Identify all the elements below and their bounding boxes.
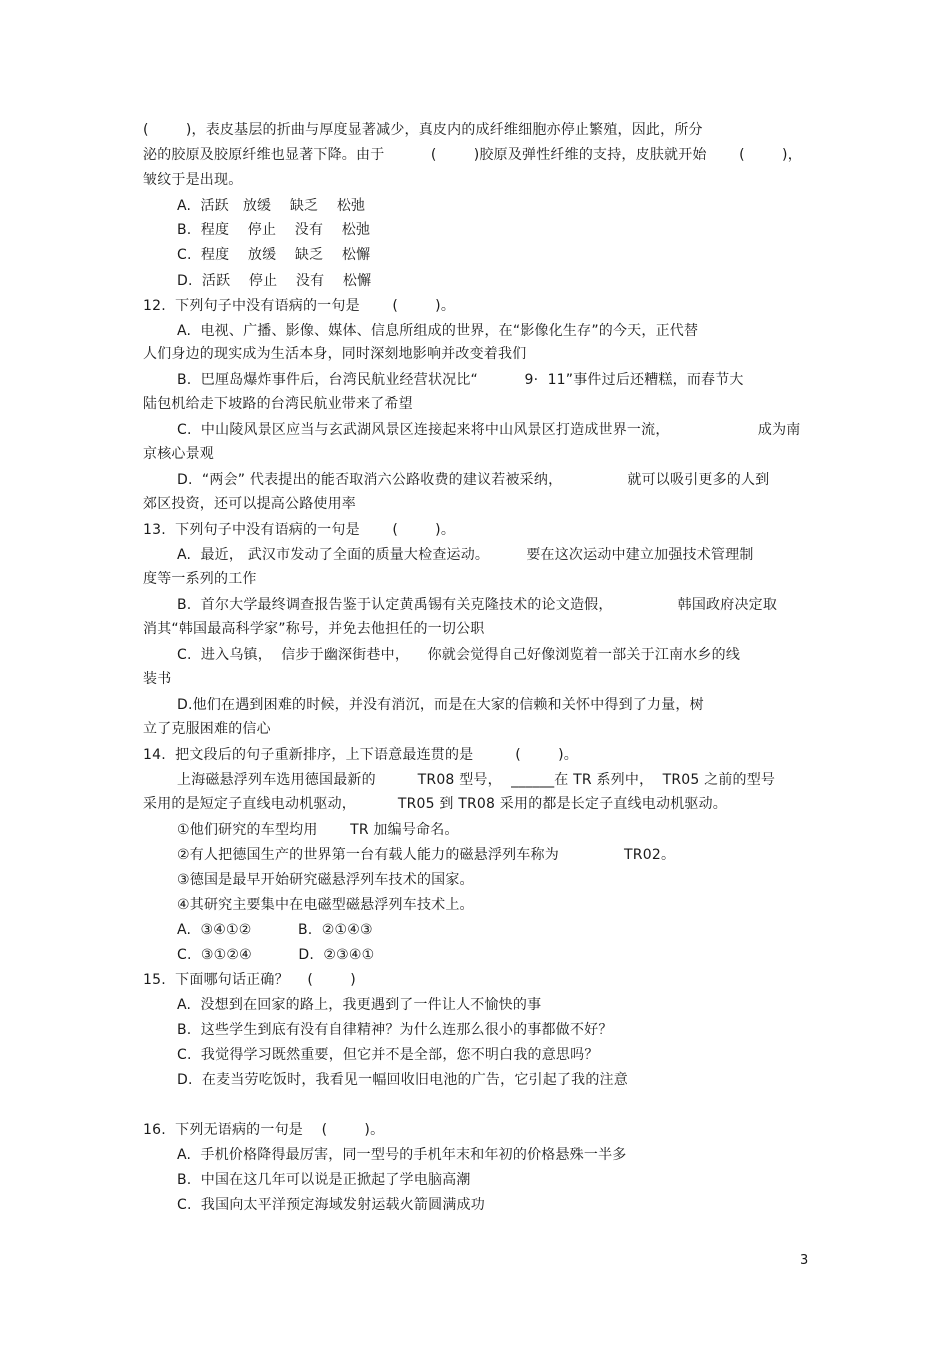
q11-option-d: D. 活跃 停止 没有 松懈: [177, 273, 372, 289]
q13-option-a-line-1: A. 最近， 武汉市发动了全面的质量大检查运动。 要在这次运动中建立加强技术管理制: [177, 547, 754, 563]
q15-option-b: B. 这些学生到底有没有自律精神？为什么连那么很小的事都做不好？: [177, 1022, 613, 1038]
q13-option-c-line-2: 装书: [143, 671, 172, 687]
q11-line-2: 泌的胶原及胶原纤维也显著下降。由于 ( )胶原及弹性纤维的支持，皮肤就开始 ( )，: [143, 147, 802, 163]
q12-option-b-line-1: B. 巴厘岛爆炸事件后，台湾民航业经营状况比“ 9· 11”事件过后还糟糕，而春节大: [177, 372, 744, 388]
q12-option-c-line-1: C. 中山陵风景区应当与玄武湖风景区连接起来将中山风景区打造成世界一流， 成为南: [177, 422, 801, 438]
q14-sentence-3: ③德国是最早开始研究磁悬浮列车技术的国家。: [177, 872, 474, 888]
q16-option-c: C. 我国向太平洋预定海域发射运载火箭圆满成功: [177, 1197, 485, 1213]
q16-stem: 16. 下列无语病的一句是 ( )。: [143, 1122, 385, 1138]
q11-option-b: B. 程度 停止 没有 松弛: [177, 222, 371, 238]
q14-options-cd: C. ③①②④ D. ②③④①: [177, 947, 375, 963]
q14-stem: 14. 把文段后的句子重新排序，上下语意最连贯的是 ( )。: [143, 747, 578, 763]
q12-option-a-line-1: A. 电视、广播、影像、媒体、信息所组成的世界，在“影像化生存”的今天，正代替: [177, 323, 699, 339]
q13-option-c-line-1: C. 进入乌镇， 信步于幽深街巷中， 你就会觉得自己好像浏览着一部关于江南水乡的线: [177, 647, 741, 663]
q14-passage-line-1: 上海磁悬浮列车选用德国最新的 TR08 型号， ______在 TR 系列中， TR05 之前的型号: [177, 772, 776, 788]
q15-option-d: D. 在麦当劳吃饭时，我看见一幅回收旧电池的广告，它引起了我的注意: [177, 1072, 628, 1088]
q15-option-a: A. 没想到在回家的路上，我更遇到了一件让人不愉快的事: [177, 997, 542, 1013]
q14-options-ab: A. ③④①② B. ②①④③: [177, 922, 373, 938]
q12-stem: 12. 下列句子中没有语病的一句是 ( )。: [143, 298, 456, 314]
q13-option-b-line-2: 消其“韩国最高科学家”称号，并免去他担任的一切公职: [143, 621, 485, 637]
q11-option-c: C. 程度 放缓 缺乏 松懈: [177, 247, 371, 263]
q14-passage-line-2: 采用的是短定子直线电动机驱动， TR05 到 TR08 采用的都是长定子直线电动机驱动。: [143, 796, 727, 812]
q11-line-3: 皱纹于是出现。: [143, 172, 243, 188]
q15-option-c: C. 我觉得学习既然重要，但它并不是全部，您不明白我的意思吗？: [177, 1047, 599, 1063]
q11-option-a: A. 活跃 放缓 缺乏 松弛: [177, 198, 366, 214]
q13-option-d-line-2: 立了克服困难的信心: [143, 721, 271, 737]
q12-option-d-line-2: 郊区投资，还可以提高公路使用率: [143, 496, 356, 512]
q16-option-b: B. 中国在这几年可以说是正掀起了学电脑高潮: [177, 1172, 471, 1188]
q14-sentence-2: ②有人把德国生产的世界第一台有载人能力的磁悬浮列车称为 TR02。: [177, 847, 676, 863]
q16-option-a: A. 手机价格降得最厉害，同一型号的手机年末和年初的价格悬殊一半多: [177, 1147, 627, 1163]
q13-option-a-line-2: 度等一系列的工作: [143, 571, 257, 587]
q12-option-d-line-1: D. “两会” 代表提出的能否取消六公路收费的建议若被采纳， 就可以吸引更多的人到: [177, 472, 770, 488]
q13-option-d-line-1: D.他们在遇到困难的时候，并没有消沉，而是在大家的信赖和关怀中得到了力量，树: [177, 697, 704, 713]
q13-stem: 13. 下列句子中没有语病的一句是 ( )。: [143, 522, 456, 538]
q14-sentence-1: ①他们研究的车型均用 TR 加编号命名。: [177, 822, 459, 838]
q12-option-c-line-2: 京核心景观: [143, 446, 214, 462]
q14-sentence-4: ④其研究主要集中在电磁型磁悬浮列车技术上。: [177, 897, 474, 913]
page-number: 3: [800, 1253, 809, 1268]
q15-stem: 15. 下面哪句话正确？ ( ): [143, 972, 356, 988]
q11-line-1: ( )，表皮基层的折曲与厚度显著减少，真皮内的成纤维细胞亦停止繁殖，因此，所分: [143, 122, 703, 138]
q12-option-a-line-2: 人们身边的现实成为生活本身，同时深刻地影响并改变着我们: [143, 346, 527, 362]
q12-option-b-line-2: 陆包机给走下坡路的台湾民航业带来了希望: [143, 396, 413, 412]
q13-option-b-line-1: B. 首尔大学最终调查报告鉴于认定黄禹锡有关克隆技术的论文造假， 韩国政府决定取: [177, 597, 778, 613]
